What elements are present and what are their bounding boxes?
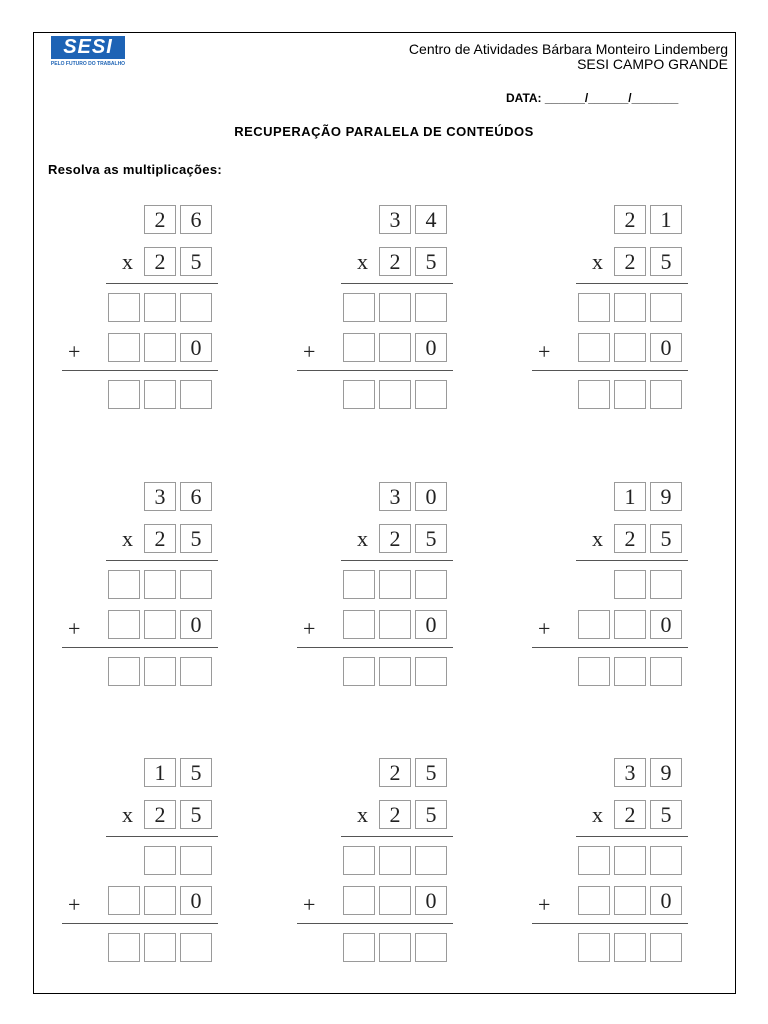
multiplier-digit: 2: [144, 524, 176, 553]
institution-line-1: Centro de Atividades Bárbara Monteiro Lindemberg: [408, 41, 728, 57]
times-sign: x: [122, 802, 133, 827]
result-box[interactable]: [415, 380, 447, 409]
times-sign: x: [357, 526, 368, 551]
answer-box[interactable]: [343, 846, 375, 875]
answer-box[interactable]: [578, 610, 610, 639]
multiplier-digit: 5: [650, 800, 682, 829]
result-box[interactable]: [180, 933, 212, 962]
result-box[interactable]: [614, 657, 646, 686]
plus-sign: +: [68, 616, 81, 641]
placeholder-zero: 0: [415, 610, 447, 639]
worksheet-title: RECUPERAÇÃO PARALELA DE CONTEÚDOS: [234, 124, 534, 139]
result-box[interactable]: [614, 380, 646, 409]
result-box[interactable]: [578, 933, 610, 962]
answer-box[interactable]: [180, 293, 212, 322]
result-box[interactable]: [650, 380, 682, 409]
times-sign: x: [592, 526, 603, 551]
multiplier-digit: 2: [379, 524, 411, 553]
multiplicand-digit: 3: [379, 482, 411, 511]
placeholder-zero: 0: [650, 333, 682, 362]
sum-line: [297, 923, 453, 924]
multiplier-digit: 2: [614, 247, 646, 276]
result-box[interactable]: [650, 933, 682, 962]
operation-line: [341, 283, 453, 284]
times-sign: x: [592, 249, 603, 274]
multiplicand-digit: 9: [650, 482, 682, 511]
instruction-text: Resolva as multiplicações:: [48, 162, 222, 177]
answer-box[interactable]: [614, 333, 646, 362]
answer-box[interactable]: [144, 886, 176, 915]
sum-line: [297, 370, 453, 371]
answer-box[interactable]: [144, 293, 176, 322]
answer-box[interactable]: [650, 570, 682, 599]
multiplicand-digit: 2: [614, 205, 646, 234]
answer-box[interactable]: [578, 846, 610, 875]
multiplier-digit: 2: [144, 800, 176, 829]
times-sign: x: [592, 802, 603, 827]
answer-box[interactable]: [379, 570, 411, 599]
multiplicand-digit: 2: [144, 205, 176, 234]
result-box[interactable]: [379, 380, 411, 409]
plus-sign: +: [303, 892, 316, 917]
answer-box[interactable]: [108, 293, 140, 322]
multiplier-digit: 5: [180, 247, 212, 276]
answer-box[interactable]: [379, 333, 411, 362]
plus-sign: +: [303, 339, 316, 364]
result-box[interactable]: [379, 933, 411, 962]
answer-box[interactable]: [614, 886, 646, 915]
multiplicand-digit: 4: [415, 205, 447, 234]
multiplicand-digit: 1: [650, 205, 682, 234]
multiplicand-digit: 2: [379, 758, 411, 787]
answer-box[interactable]: [578, 293, 610, 322]
answer-box[interactable]: [144, 333, 176, 362]
sum-line: [62, 647, 218, 648]
multiplier-digit: 5: [650, 524, 682, 553]
multiplier-digit: 5: [180, 800, 212, 829]
times-sign: x: [122, 526, 133, 551]
answer-box[interactable]: [108, 333, 140, 362]
answer-box[interactable]: [379, 610, 411, 639]
operation-line: [341, 836, 453, 837]
answer-box[interactable]: [650, 846, 682, 875]
multiplicand-digit: 6: [180, 205, 212, 234]
answer-box[interactable]: [144, 610, 176, 639]
answer-box[interactable]: [415, 570, 447, 599]
multiplicand-digit: 5: [180, 758, 212, 787]
sum-line: [532, 923, 688, 924]
plus-sign: +: [68, 892, 81, 917]
answer-box[interactable]: [180, 846, 212, 875]
answer-box[interactable]: [379, 293, 411, 322]
multiplier-digit: 2: [144, 247, 176, 276]
result-box[interactable]: [144, 657, 176, 686]
answer-box[interactable]: [614, 293, 646, 322]
operation-line: [341, 560, 453, 561]
sum-line: [532, 370, 688, 371]
multiplication-problem: [297, 758, 477, 978]
multiplicand-digit: 6: [180, 482, 212, 511]
multiplicand-digit: 1: [144, 758, 176, 787]
result-box[interactable]: [379, 657, 411, 686]
result-box[interactable]: [108, 933, 140, 962]
sesi-logo: [37, 36, 139, 72]
multiplier-digit: 2: [379, 247, 411, 276]
multiplication-problem: [297, 482, 477, 702]
times-sign: x: [122, 249, 133, 274]
answer-box[interactable]: [144, 846, 176, 875]
answer-box[interactable]: [343, 293, 375, 322]
placeholder-zero: 0: [180, 333, 212, 362]
placeholder-zero: 0: [180, 886, 212, 915]
multiplication-problem: [62, 758, 242, 978]
placeholder-zero: 0: [650, 610, 682, 639]
result-box[interactable]: [180, 380, 212, 409]
result-box[interactable]: [415, 933, 447, 962]
result-box[interactable]: [343, 380, 375, 409]
answer-box[interactable]: [108, 886, 140, 915]
institution-line-2: SESI CAMPO GRANDE: [577, 56, 728, 72]
answer-box[interactable]: [343, 333, 375, 362]
result-box[interactable]: [650, 657, 682, 686]
multiplication-problem: [62, 482, 242, 702]
placeholder-zero: 0: [415, 333, 447, 362]
multiplicand-digit: 1: [614, 482, 646, 511]
answer-box[interactable]: [614, 846, 646, 875]
answer-box[interactable]: [578, 333, 610, 362]
multiplicand-digit: 0: [415, 482, 447, 511]
multiplier-digit: 2: [379, 800, 411, 829]
multiplication-problem: [532, 205, 712, 425]
answer-box[interactable]: [343, 570, 375, 599]
multiplier-digit: 5: [650, 247, 682, 276]
answer-box[interactable]: [415, 846, 447, 875]
multiplication-problem: [297, 205, 477, 425]
operation-line: [576, 836, 688, 837]
answer-box[interactable]: [379, 846, 411, 875]
multiplicand-digit: 3: [614, 758, 646, 787]
sum-line: [62, 370, 218, 371]
result-box[interactable]: [415, 657, 447, 686]
result-box[interactable]: [578, 657, 610, 686]
answer-box[interactable]: [343, 886, 375, 915]
multiplier-digit: 5: [180, 524, 212, 553]
sum-line: [532, 647, 688, 648]
multiplier-digit: 2: [614, 524, 646, 553]
plus-sign: +: [68, 339, 81, 364]
result-box[interactable]: [108, 380, 140, 409]
operation-line: [576, 560, 688, 561]
multiplicand-digit: 3: [144, 482, 176, 511]
plus-sign: +: [538, 892, 551, 917]
logo-tagline: PELO FUTURO DO TRABALHO: [50, 61, 126, 67]
operation-line: [106, 836, 218, 837]
result-box[interactable]: [578, 380, 610, 409]
multiplication-problem: [532, 758, 712, 978]
institution-name: [409, 42, 728, 72]
answer-box[interactable]: [614, 610, 646, 639]
result-box[interactable]: [144, 933, 176, 962]
sum-line: [62, 923, 218, 924]
answer-box[interactable]: [144, 570, 176, 599]
multiplier-digit: 5: [415, 247, 447, 276]
result-box[interactable]: [108, 657, 140, 686]
operation-line: [106, 560, 218, 561]
plus-sign: +: [538, 616, 551, 641]
answer-box[interactable]: [343, 610, 375, 639]
placeholder-zero: 0: [650, 886, 682, 915]
multiplicand-digit: 3: [379, 205, 411, 234]
plus-sign: +: [303, 616, 316, 641]
logo-text: SESI: [51, 36, 125, 59]
result-box[interactable]: [343, 657, 375, 686]
sum-line: [297, 647, 453, 648]
multiplication-problem: [62, 205, 242, 425]
result-box[interactable]: [614, 933, 646, 962]
multiplier-digit: 5: [415, 524, 447, 553]
multiplication-problem: [532, 482, 712, 702]
multiplier-digit: 2: [614, 800, 646, 829]
operation-line: [106, 283, 218, 284]
operation-line: [576, 283, 688, 284]
answer-box[interactable]: [379, 886, 411, 915]
placeholder-zero: 0: [415, 886, 447, 915]
result-box[interactable]: [343, 933, 375, 962]
plus-sign: +: [538, 339, 551, 364]
answer-box[interactable]: [578, 886, 610, 915]
answer-box[interactable]: [650, 293, 682, 322]
result-box[interactable]: [180, 657, 212, 686]
answer-box[interactable]: [180, 570, 212, 599]
result-box[interactable]: [144, 380, 176, 409]
times-sign: x: [357, 802, 368, 827]
multiplicand-digit: 5: [415, 758, 447, 787]
multiplier-digit: 5: [415, 800, 447, 829]
multiplicand-digit: 9: [650, 758, 682, 787]
placeholder-zero: 0: [180, 610, 212, 639]
answer-box[interactable]: [415, 293, 447, 322]
answer-box[interactable]: [108, 570, 140, 599]
answer-box[interactable]: [614, 570, 646, 599]
date-field[interactable]: DATA: ______/______/_______: [506, 91, 679, 105]
times-sign: x: [357, 249, 368, 274]
answer-box[interactable]: [108, 610, 140, 639]
